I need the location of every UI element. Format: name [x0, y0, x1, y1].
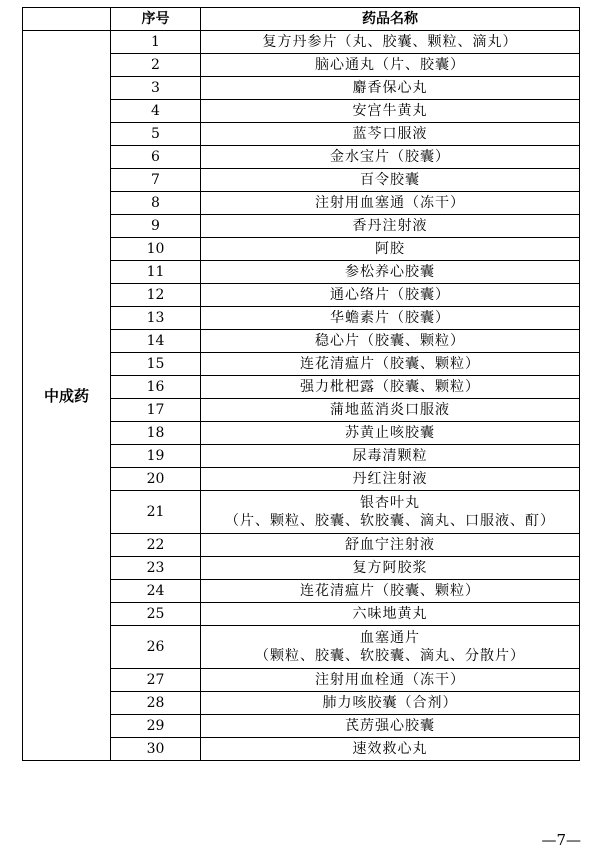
drug-name: [201, 580, 580, 603]
row-number: 17: [111, 399, 201, 422]
row-number: 12: [111, 284, 201, 307]
drug-name-line: 连花清瘟片（胶囊、颗粒）: [300, 356, 480, 372]
row-number: 10: [111, 238, 201, 261]
row-number: 4: [111, 100, 201, 123]
drug-name: [201, 100, 580, 123]
drug-name: [201, 557, 580, 580]
drug-name: [201, 238, 580, 261]
drug-name: [201, 169, 580, 192]
drug-name-line: 注射用血塞通（冻干）: [315, 195, 465, 211]
drug-name: [201, 422, 580, 445]
row-number: 28: [111, 692, 201, 715]
drug-name-line: 连花清瘟片（胶囊、颗粒）: [300, 583, 480, 599]
drug-name-line: 丹红注射液: [352, 471, 428, 487]
row-number: 14: [111, 330, 201, 353]
drug-name: [201, 534, 580, 557]
drug-name-line: 参松养心胶囊: [345, 264, 435, 280]
drug-name-line: 舒血宁注射液: [345, 537, 435, 553]
drug-name: [201, 146, 580, 169]
drug-name-line: 银杏叶丸: [360, 495, 420, 511]
row-number: 30: [111, 738, 201, 761]
row-number: 11: [111, 261, 201, 284]
table-row: [23, 31, 580, 54]
drug-name-line: 肺力咳胶囊（合剂）: [322, 695, 458, 711]
table-body: [23, 31, 580, 761]
row-number: 29: [111, 715, 201, 738]
drug-name-line: 六味地黄丸: [352, 606, 428, 622]
drug-name: [201, 261, 580, 284]
row-number: 25: [111, 603, 201, 626]
page-number: —7—: [541, 831, 581, 849]
drug-name-line: 金水宝片（胶囊）: [330, 149, 450, 165]
drug-name-line: 蒲地蓝消炎口服液: [330, 402, 450, 418]
drug-name: [201, 445, 580, 468]
drug-name-line: 华蟾素片（胶囊）: [330, 310, 450, 326]
row-number: 1: [111, 31, 201, 54]
drug-name-line: 注射用血栓通（冻干）: [315, 672, 465, 688]
row-number: 5: [111, 123, 201, 146]
drug-name: [201, 284, 580, 307]
row-number: 21: [111, 491, 201, 534]
header-row: [23, 8, 580, 31]
row-number: 3: [111, 77, 201, 100]
row-number: 19: [111, 445, 201, 468]
drug-name-line: 强力枇杷露（胶囊、颗粒）: [300, 379, 480, 395]
drug-name-line: 百令胶囊: [360, 172, 420, 188]
drug-name-forms: （片、颗粒、胶囊、软胶囊、滴丸、口服液、酊）: [225, 513, 555, 529]
drug-name: [201, 626, 580, 669]
drug-name: [201, 215, 580, 238]
drug-name: [201, 77, 580, 100]
header-no: 序号: [111, 8, 201, 31]
drug-name-line: 香丹注射液: [352, 218, 428, 234]
drug-name-line: 通心络片（胶囊）: [330, 287, 450, 303]
row-number: 15: [111, 353, 201, 376]
drug-name-line: 尿毒清颗粒: [352, 448, 428, 464]
drug-name: [201, 715, 580, 738]
drug-name-line: 速效救心丸: [352, 741, 428, 757]
category-cell: 中成药: [23, 31, 111, 761]
row-number: 23: [111, 557, 201, 580]
drug-name: [201, 468, 580, 491]
drug-name: [201, 307, 580, 330]
drug-name-line: 复方阿胶浆: [352, 560, 428, 576]
row-number: 18: [111, 422, 201, 445]
drug-name-line: 安宫牛黄丸: [352, 103, 428, 119]
drug-name: [201, 738, 580, 761]
row-number: 13: [111, 307, 201, 330]
drug-name: [201, 399, 580, 422]
category-header-cell: [23, 8, 111, 31]
drug-name-line: 复方丹参片（丸、胶囊、颗粒、滴丸）: [262, 34, 518, 50]
row-number: 20: [111, 468, 201, 491]
drug-name-line: 麝香保心丸: [352, 80, 428, 96]
row-number: 26: [111, 626, 201, 669]
drug-name-line: 稳心片（胶囊、颗粒）: [315, 333, 465, 349]
drug-name: [201, 353, 580, 376]
drug-table: [22, 7, 580, 761]
row-number: 6: [111, 146, 201, 169]
drug-name: [201, 491, 580, 534]
drug-name-line: 脑心通丸（片、胶囊）: [315, 57, 465, 73]
drug-name-forms: （颗粒、胶囊、软胶囊、滴丸、分散片）: [255, 648, 525, 664]
drug-name: [201, 330, 580, 353]
row-number: 8: [111, 192, 201, 215]
drug-name-line: 血塞通片: [360, 630, 420, 646]
row-number: 24: [111, 580, 201, 603]
drug-name-line: 苏黄止咳胶囊: [345, 425, 435, 441]
row-number: 16: [111, 376, 201, 399]
drug-name: [201, 692, 580, 715]
drug-name: [201, 376, 580, 399]
row-number: 2: [111, 54, 201, 77]
drug-name: [201, 669, 580, 692]
row-number: 9: [111, 215, 201, 238]
row-number: 22: [111, 534, 201, 557]
drug-name: [201, 123, 580, 146]
drug-name: [201, 192, 580, 215]
drug-name-line: 芪苈强心胶囊: [345, 718, 435, 734]
drug-name: [201, 603, 580, 626]
drug-name-line: 阿胶: [375, 241, 405, 257]
row-number: 7: [111, 169, 201, 192]
drug-name-line: 蓝芩口服液: [352, 126, 428, 142]
drug-name: [201, 54, 580, 77]
header-name: 药品名称: [201, 8, 580, 31]
row-number: 27: [111, 669, 201, 692]
drug-name: [201, 31, 580, 54]
